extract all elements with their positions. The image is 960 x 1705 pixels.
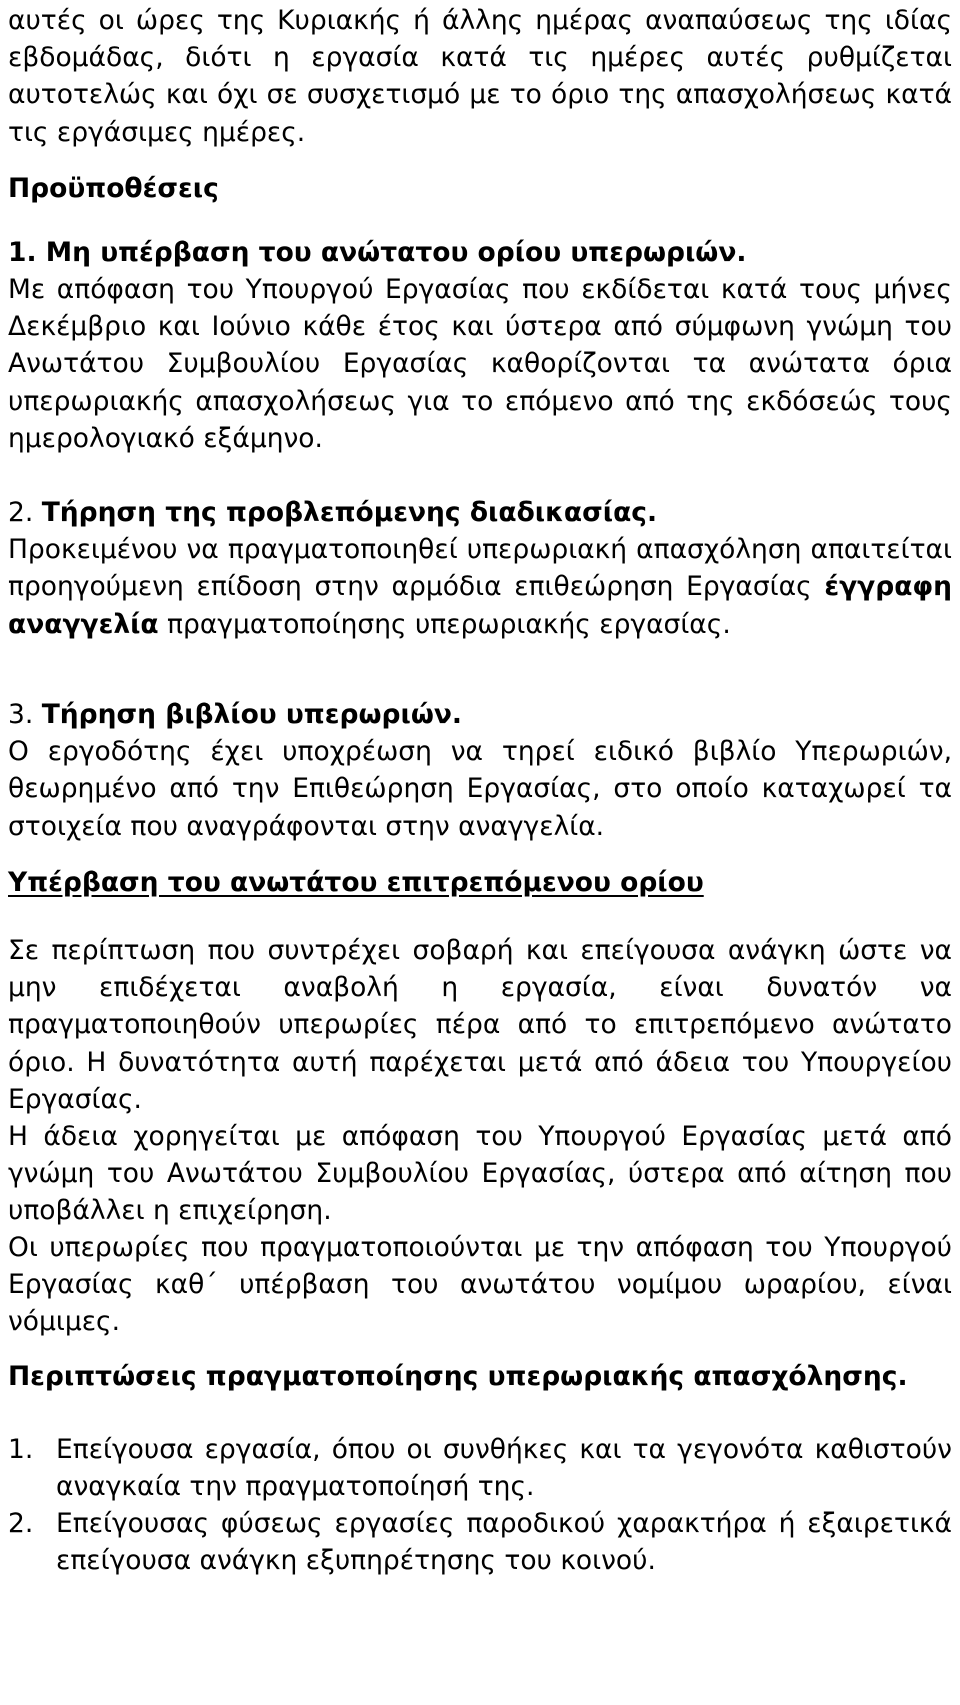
item2-text-bold: έγγραφη αναγγελία bbox=[8, 571, 952, 640]
exceed-paragraph-3: Οι υπερωρίες που πραγματοποιούνται με την απόφαση του Υπουργού Εργασίας καθ΄ υπέρβαση του ανωτάτου νομίμου ωραρίου, είναι νόμιμες. bbox=[8, 1232, 952, 1338]
item3-text: Ο εργοδότης έχει υποχρέωση να τηρεί ειδικό βιβλίο Υπερωριών, θεωρημένο από την Επιθεώρηση Εργασίας, στο οποίο καταχωρεί τα στοιχεία που αναγράφονται στην αναγγελία. bbox=[8, 736, 952, 842]
item2-text-b: πραγματοποίησης υπερωριακής εργασίας. bbox=[158, 608, 731, 640]
item3-title: Τήρηση βιβλίου υπερωριών. bbox=[41, 699, 462, 730]
list-item bbox=[8, 1431, 952, 1505]
list-item-text: Επείγουσας φύσεως εργασίες παροδικού χαρακτήρα ή εξαιρετικά επείγουσα ανάγκη εξυπηρέτησης του κοινού. bbox=[56, 1508, 952, 1577]
prerequisites-heading: Προϋποθέσεις bbox=[8, 173, 219, 204]
item2-text-a: Προκειμένου να πραγματοποιηθεί υπερωριακή απασχόληση απαιτείται προηγούμενη επίδοση στην αρμόδια επιθεώρηση Εργασίας bbox=[8, 534, 952, 603]
list-item-number: 2. bbox=[8, 1508, 34, 1539]
exceed-paragraph-2: Η άδεια χορηγείται με απόφαση του Υπουργού Εργασίας μετά από γνώμη του Ανωτάτου Συμβουλίου Εργασίας, ύστερα από αίτηση που υποβάλλει η επιχείρηση. bbox=[8, 1121, 952, 1227]
item1-title: 1. Μη υπέρβαση του ανώτατου ορίου υπερωριών. bbox=[8, 237, 747, 268]
item3-number: 3. bbox=[8, 699, 42, 730]
item1-text: Με απόφαση του Υπουργού Εργασίας που εκδίδεται κατά τους μήνες Δεκέμβριο και Ιούνιο κάθε έτος και ύστερα από σύμφωνη γνώμη του Ανωτάτου Συμβουλίου Εργασίας καθορίζονται τα ανώτατα όρια υπερωριακής απασχολήσεως για το επόμενο από της εκδόσεώς τους ημερολογιακό εξάμηνο. bbox=[8, 274, 952, 454]
intro-paragraph: αυτές οι ώρες της Κυριακής ή άλλης ημέρας αναπαύσεως της ιδίας εβδομάδας, διότι η εργασία κατά τις ημέρες αυτές ρυθμίζεται αυτοτελώς και όχι σε συσχετισμό με το όριο της απασχολήσεως κατά τις εργάσιμες ημέρες. bbox=[8, 5, 952, 148]
cases-heading: Περιπτώσεις πραγματοποίησης υπερωριακής απασχόλησης. bbox=[8, 1361, 908, 1392]
exceed-paragraph-1: Σε περίπτωση που συντρέχει σοβαρή και επείγουσα ανάγκη ώστε να μην επιδέχεται αναβολή η εργασία, είναι δυνατόν να πραγματοποιηθούν υπερωρίες πέρα από το επιτρεπόμενο ανώτατο όριο. Η δυνατότητα αυτή παρέχεται μετά από άδεια του Υπουργείου Εργασίας. bbox=[8, 935, 952, 1115]
item2-title: Τήρηση της προβλεπόμενης διαδικασίας. bbox=[41, 497, 658, 528]
exceed-heading: Υπέρβαση του ανωτάτου επιτρεπόμενου ορίου bbox=[8, 867, 704, 898]
list-item bbox=[8, 1505, 952, 1579]
item3-paragraph bbox=[8, 696, 952, 845]
item2-number: 2. bbox=[8, 497, 42, 528]
list-item-text: Επείγουσα εργασία, όπου οι συνθήκες και τα γεγονότα καθιστούν αναγκαία την πραγματοποίησή της. bbox=[56, 1434, 952, 1503]
list-item-number: 1. bbox=[8, 1434, 34, 1465]
item2-paragraph bbox=[8, 494, 952, 643]
